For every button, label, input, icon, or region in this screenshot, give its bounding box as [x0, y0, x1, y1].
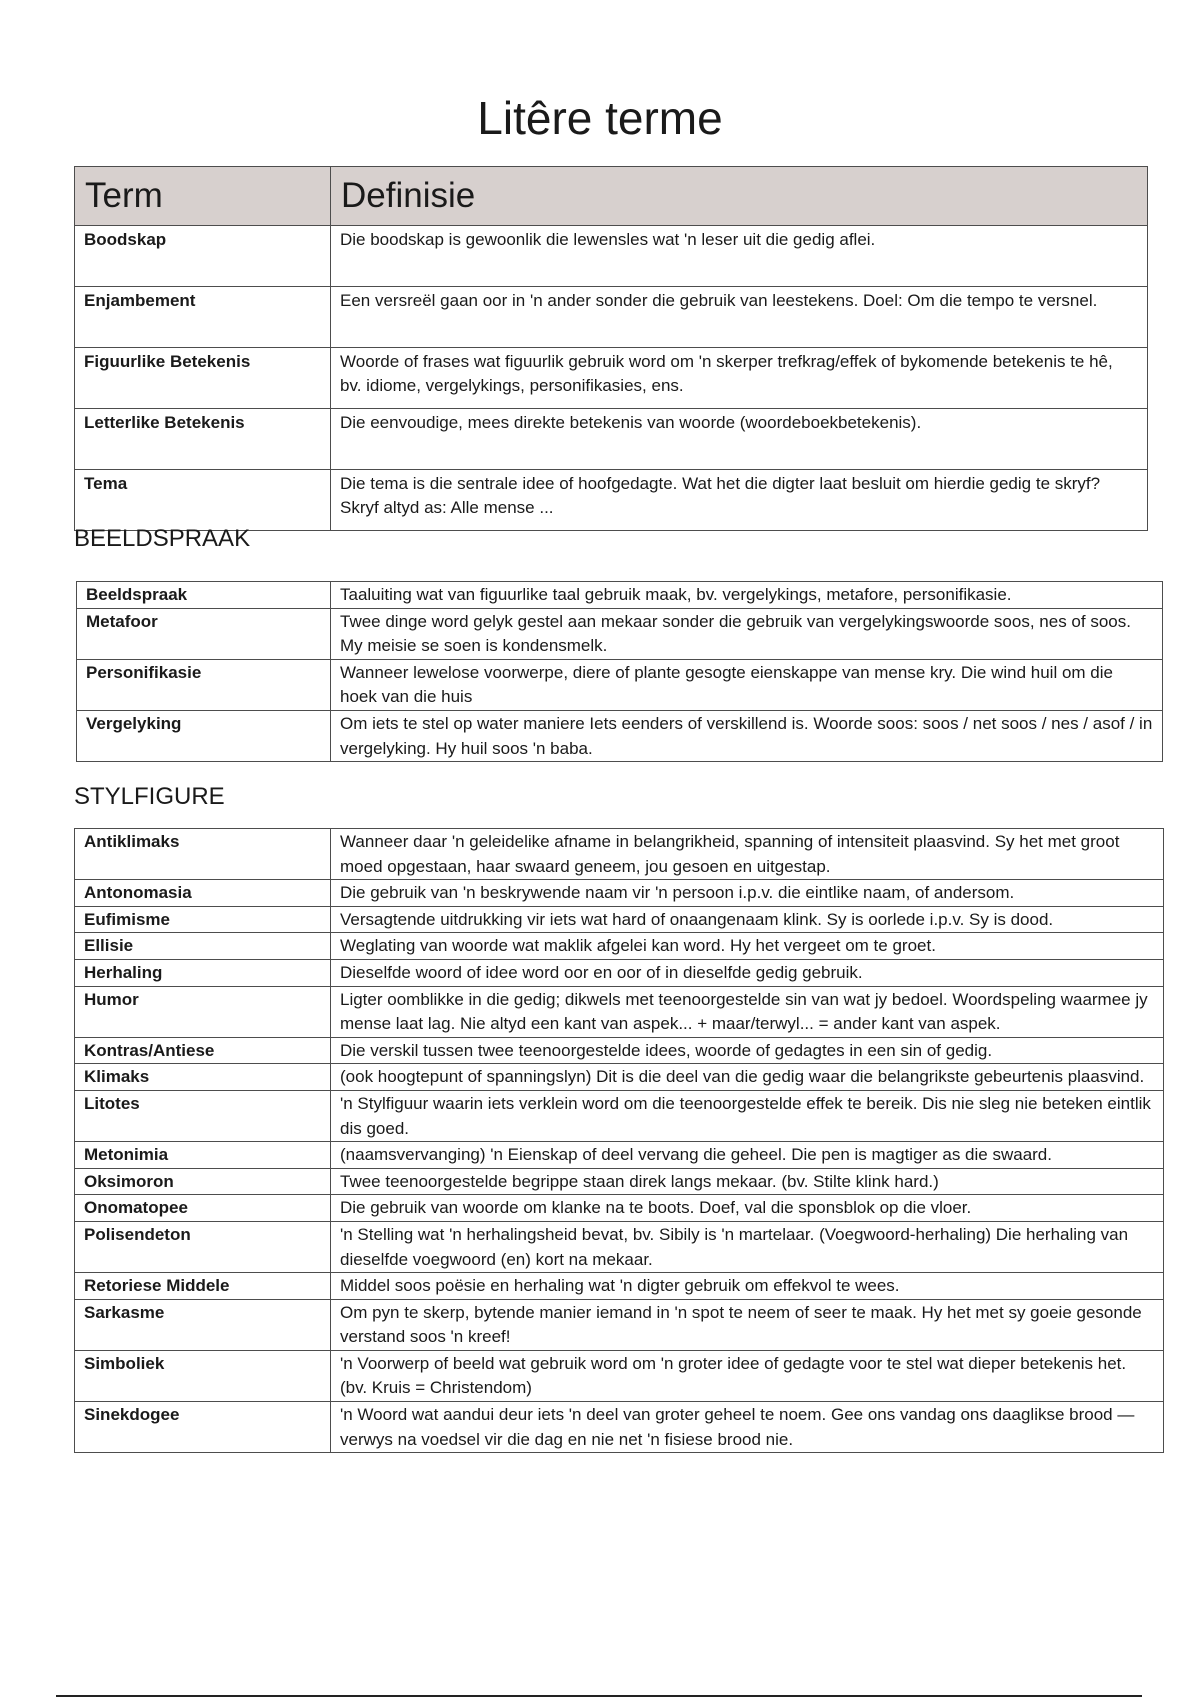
footer-divider [56, 1695, 1142, 1697]
term-cell: Sinekdogee [75, 1402, 331, 1453]
term-cell: Metafoor [77, 608, 331, 659]
definition-cell: Die eenvoudige, mees direkte betekenis van woorde (woordeboekbetekenis). [331, 409, 1148, 470]
table-row [77, 710, 1163, 761]
definition-cell: Wanneer daar 'n geleidelike afname in belangrikheid, spanning of intensiteit plaasvind. Sy het met groot moed opgestaan, haar swaard geneem, jou gesoen en uitgestap. [331, 829, 1164, 880]
table-row [75, 829, 1164, 880]
table-row [75, 1037, 1164, 1064]
main-terms-table [74, 166, 1148, 531]
table-row [75, 906, 1164, 933]
table-row [75, 959, 1164, 986]
table-row [75, 880, 1164, 907]
term-cell: Personifikasie [77, 659, 331, 710]
definition-cell: Middel soos poësie en herhaling wat 'n digter gebruik om effekvol te wees. [331, 1273, 1164, 1300]
table-row [77, 659, 1163, 710]
table-row [75, 1090, 1164, 1141]
table-row [75, 933, 1164, 960]
table-row [75, 287, 1148, 348]
term-cell: Eufimisme [75, 906, 331, 933]
term-cell: Vergelyking [77, 710, 331, 761]
definition-cell: Dieselfde woord of idee word oor en oor of in dieselfde gedig gebruik. [331, 959, 1164, 986]
stylfigure-table [74, 828, 1164, 1453]
definition-cell: 'n Stelling wat 'n herhalingsheid bevat, bv. Sibily is 'n martelaar. (Voegwoord-herhaling) Die herhaling van dieselfde voegwoord (en) kort na mekaar. [331, 1221, 1164, 1272]
table-row [75, 1168, 1164, 1195]
term-cell: Sarkasme [75, 1299, 331, 1350]
term-cell: Figuurlike Betekenis [75, 348, 331, 409]
term-column-header: Term [75, 167, 331, 226]
term-cell: Litotes [75, 1090, 331, 1141]
definition-cell: Om pyn te skerp, bytende manier iemand in 'n spot te neem of seer te maak. Hy het met sy goeie gesonde verstand soos 'n kreef! [331, 1299, 1164, 1350]
table-row [75, 226, 1148, 287]
definition-cell: Weglating van woorde wat maklik afgelei kan word. Hy het vergeet om te groet. [331, 933, 1164, 960]
definition-cell: (ook hoogtepunt of spanningslyn) Dit is die deel van die gedig waar die belangrikste gebeurtenis plaasvind. [331, 1064, 1164, 1091]
definition-cell: Taaluiting wat van figuurlike taal gebruik maak, bv. vergelykings, metafore, personifikasie. [331, 582, 1163, 609]
table-row [77, 582, 1163, 609]
table-row [75, 470, 1148, 531]
definition-cell: Versagtende uitdrukking vir iets wat hard of onaangenaam klink. Sy is oorlede i.p.v. Sy is dood. [331, 906, 1164, 933]
term-cell: Antonomasia [75, 880, 331, 907]
term-cell: Kontras/Antiese [75, 1037, 331, 1064]
definition-column-header: Definisie [331, 167, 1148, 226]
definition-cell: (naamsvervanging) 'n Eienskap of deel vervang die geheel. Die pen is magtiger as die swaard. [331, 1142, 1164, 1169]
term-cell: Simboliek [75, 1350, 331, 1401]
definition-cell: 'n Woord wat aandui deur iets 'n deel van groter geheel te noem. Gee ons vandag ons daaglikse brood — verwys na voedsel vir die dag en nie net 'n fisiese brood nie. [331, 1402, 1164, 1453]
term-cell: Enjambement [75, 287, 331, 348]
term-cell: Retoriese Middele [75, 1273, 331, 1300]
page-title: Litêre terme [477, 92, 723, 144]
table-row [75, 1402, 1164, 1453]
definition-cell: Twee teenoorgestelde begrippe staan direk langs mekaar. (bv. Stilte klink hard.) [331, 1168, 1164, 1195]
beeldspraak-table [76, 581, 1163, 762]
term-cell: Herhaling [75, 959, 331, 986]
table-row [75, 1221, 1164, 1272]
table-row [75, 1299, 1164, 1350]
term-cell: Letterlike Betekenis [75, 409, 331, 470]
table-row [75, 1142, 1164, 1169]
term-cell: Ellisie [75, 933, 331, 960]
definition-cell: Die tema is die sentrale idee of hoofgedagte. Wat het die digter laat besluit om hierdie gedig te skryf? Skryf altyd as: Alle mense ... [331, 470, 1148, 531]
table-row [75, 1350, 1164, 1401]
table-row [75, 348, 1148, 409]
definition-cell: Ligter oomblikke in die gedig; dikwels met teenoorgestelde sin van wat jy bedoel. Woordspeling waarmee jy mense laat lag. Nie altyd een kant van aspek... + maar/terwyl... = ander kant van aspek. [331, 986, 1164, 1037]
table-row [75, 1064, 1164, 1091]
definition-cell: Die verskil tussen twee teenoorgestelde idees, woorde of gedagtes in een sin of gedig. [331, 1037, 1164, 1064]
table-row [75, 1195, 1164, 1222]
table-row [77, 608, 1163, 659]
definition-cell: Die gebruik van woorde om klanke na te boots. Doef, val die sponsblok op die vloer. [331, 1195, 1164, 1222]
table-row [75, 986, 1164, 1037]
term-cell: Beeldspraak [77, 582, 331, 609]
term-cell: Klimaks [75, 1064, 331, 1091]
term-cell: Boodskap [75, 226, 331, 287]
term-cell: Humor [75, 986, 331, 1037]
term-cell: Metonimia [75, 1142, 331, 1169]
table-row [75, 1273, 1164, 1300]
table-row [75, 409, 1148, 470]
definition-cell: 'n Stylfiguur waarin iets verklein word om die teenoorgestelde effek te bereik. Dis nie sleg nie beteken eintlik dis goed. [331, 1090, 1164, 1141]
term-cell: Antiklimaks [75, 829, 331, 880]
term-cell: Polisendeton [75, 1221, 331, 1272]
definition-cell: Om iets te stel op water maniere Iets eenders of verskillend is. Woorde soos: soos / net soos / nes / asof / in vergelyking. Hy huil soos 'n baba. [331, 710, 1163, 761]
term-cell: Onomatopee [75, 1195, 331, 1222]
definition-cell: Die boodskap is gewoonlik die lewensles wat 'n leser uit die gedig aflei. [331, 226, 1148, 287]
definition-cell: Twee dinge word gelyk gestel aan mekaar sonder die gebruik van vergelykingswoorde soos, nes of soos. My meisie se soen is kondensmelk. [331, 608, 1163, 659]
stylfigure-heading: STYLFIGURE [74, 783, 225, 810]
definition-cell: Die gebruik van 'n beskrywende naam vir 'n persoon i.p.v. die eintlike naam, of andersom. [331, 880, 1164, 907]
definition-cell: Een versreël gaan oor in 'n ander sonder die gebruik van leestekens. Doel: Om die tempo te versnel. [331, 287, 1148, 348]
beeldspraak-heading: BEELDSPRAAK [74, 525, 251, 552]
table-header-row [75, 167, 1148, 226]
definition-cell: Wanneer lewelose voorwerpe, diere of plante gesogte eienskappe van mense kry. Die wind huil om die hoek van die huis [331, 659, 1163, 710]
term-cell: Tema [75, 470, 331, 531]
term-cell: Oksimoron [75, 1168, 331, 1195]
definition-cell: 'n Voorwerp of beeld wat gebruik word om 'n groter idee of gedagte voor te stel wat dieper betekenis het. (bv. Kruis = Christendom) [331, 1350, 1164, 1401]
definition-cell: Woorde of frases wat figuurlik gebruik word om 'n skerper trefkrag/effek of bykomende betekenis te hê, bv. idiome, vergelykings, personifikasies, ens. [331, 348, 1148, 409]
